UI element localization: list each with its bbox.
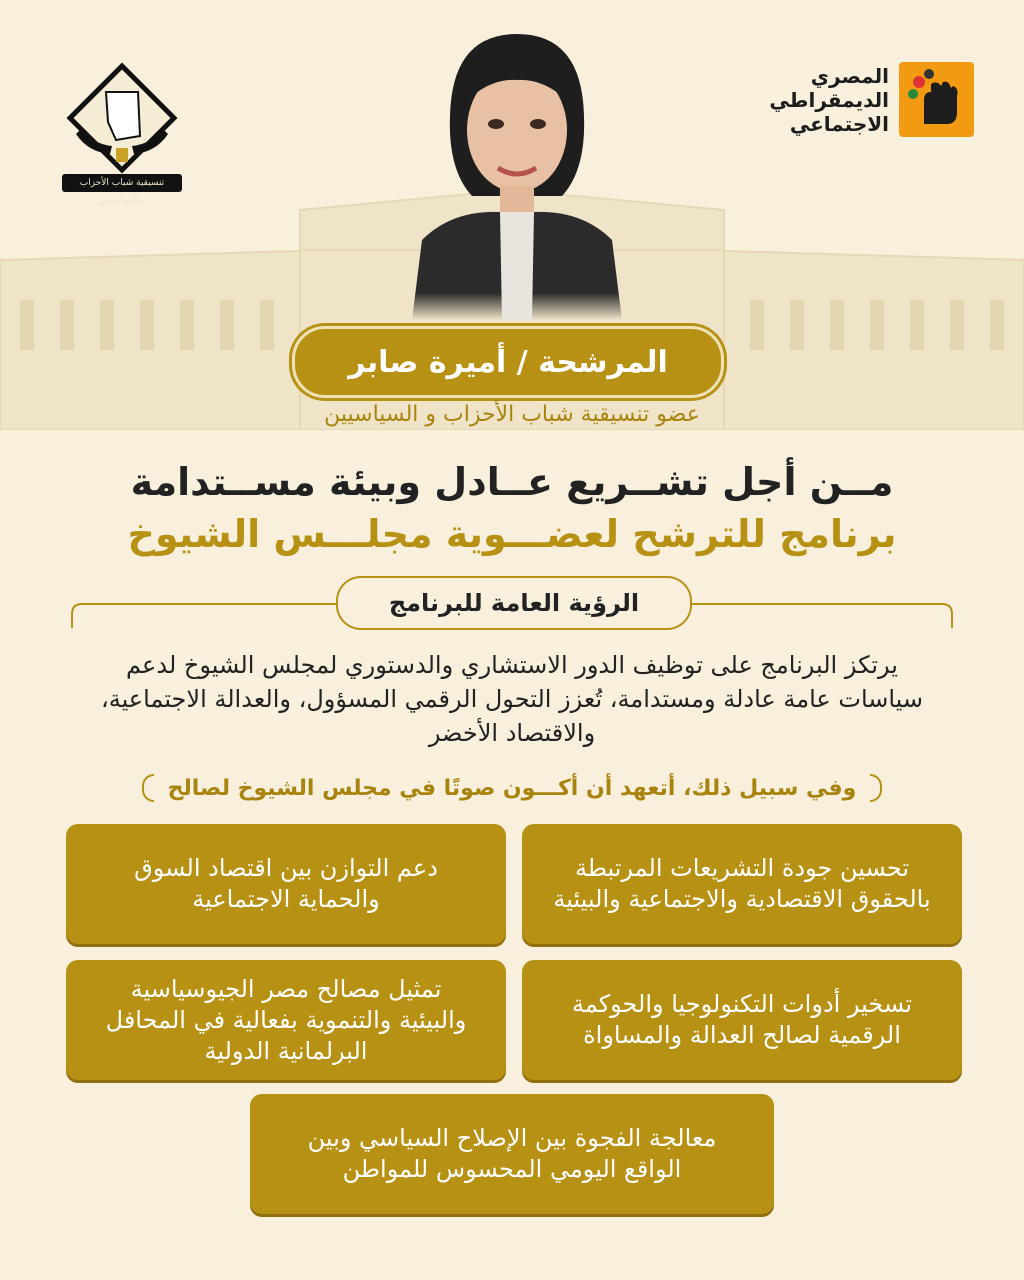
pledge-bracket-right (870, 774, 882, 802)
candidate-portrait (392, 20, 642, 320)
pledge-bracket-left (142, 774, 154, 802)
headline-line-1: مــن أجل تشــريع عــادل وبيئة مســتدامة (130, 460, 894, 504)
vision-title: الرؤية العامة للبرنامج (336, 576, 692, 630)
party-logo-line-3: الاجتماعي (789, 112, 889, 136)
party-logo-line-1: المصري (810, 64, 889, 88)
headline-line-2: برنامج للترشح لعضـــوية مجلـــس الشيوخ (127, 512, 897, 556)
candidate-name-banner: المرشحة / أميرة صابر (292, 326, 724, 398)
pledge-card-international-representation: تمثيل مصالح مصر الجيوسياسية والبيئية والتنموية بفعالية في المحافل البرلمانية الدولية (66, 960, 506, 1080)
party-logo-line-2: الديمقراطي (769, 88, 889, 112)
coordination-logo-caption: تنسيقية شباب الأحزاب والسياسيين (62, 174, 182, 192)
vision-paragraph: يرتكز البرنامج على توظيف الدور الاستشاري والدستوري لمجلس الشيوخ لدعم سياسات عامة عادلة ومستدامة، تُعزز التحول الرقمي المسؤول، والعدالة الاجتماعية، والاقتصاد الأخضر (100, 651, 924, 747)
pledge-card-market-balance: دعم التوازن بين اقتصاد السوق والحماية الاجتماعية (66, 824, 506, 944)
pledge-row (130, 770, 894, 806)
candidate-role: عضو تنسيقية شباب الأحزاب و السياسيين (324, 402, 700, 427)
pledge-card-digital-governance: تسخير أدوات التكنولوجيا والحوكمة الرقمية لصالح العدالة والمساواة (522, 960, 962, 1080)
raised-fist-icon (899, 62, 974, 137)
pledge-text: وفي سبيل ذلك، أتعهد أن أكـــون صوتًا في مجلس الشيوخ لصالح (167, 775, 857, 801)
egypt-map-hands-icon (62, 62, 182, 174)
pledge-card-legislation-quality: تحسين جودة التشريعات المرتبطة بالحقوق الاقتصادية والاجتماعية والبيئية (522, 824, 962, 944)
party-logo (704, 62, 974, 142)
pledge-card-reform-gap: معالجة الفجوة بين الإصلاح السياسي وبين الواقع اليومي المحسوس للمواطن (250, 1094, 774, 1214)
coordination-logo (62, 62, 182, 206)
